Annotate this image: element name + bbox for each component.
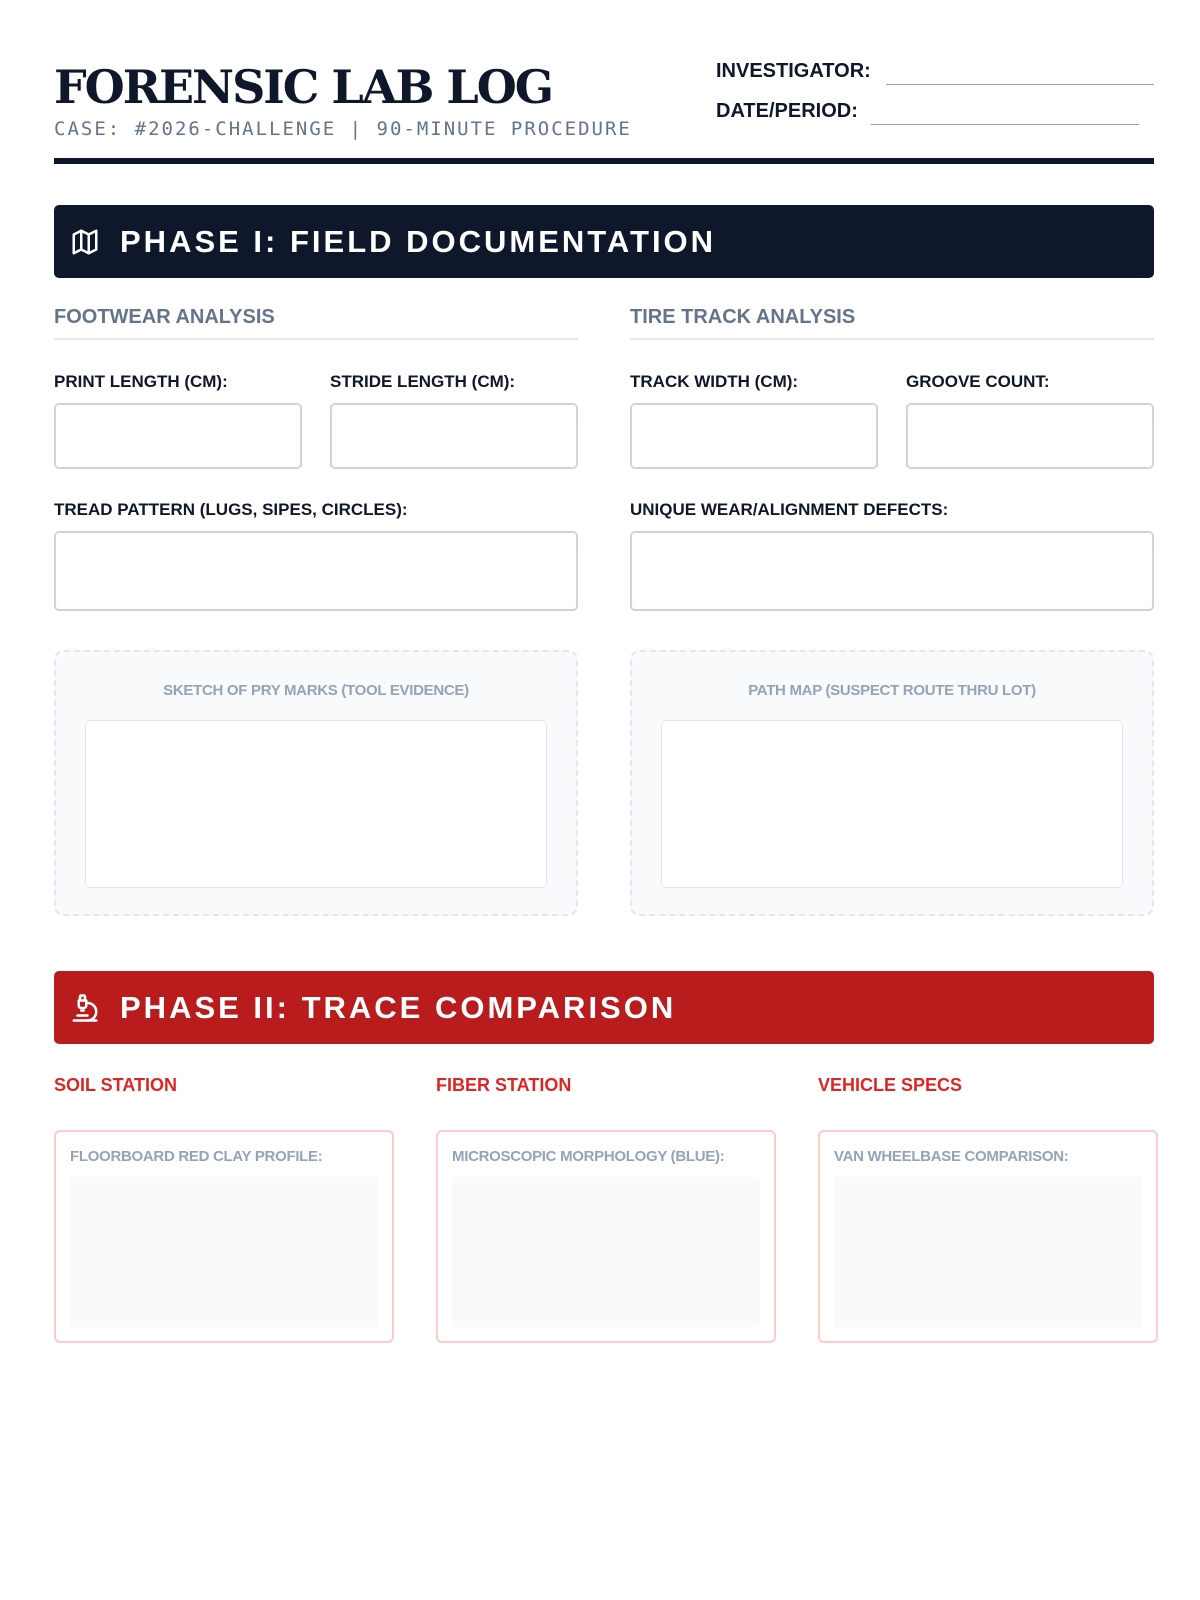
soil-station-area[interactable] xyxy=(70,1177,378,1327)
soil-station-heading: SOIL STATION xyxy=(54,1075,178,1095)
vehicle-specs-heading: VEHICLE SPECS xyxy=(818,1075,963,1095)
date-field[interactable] xyxy=(871,124,1139,125)
track-width-input[interactable] xyxy=(630,403,878,469)
pry-marks-sketch-area[interactable] xyxy=(85,720,547,888)
fiber-station-heading: FIBER STATION xyxy=(436,1075,572,1095)
tread-pattern-input[interactable] xyxy=(54,531,578,611)
tire-heading: TIRE TRACK ANALYSIS xyxy=(630,300,1154,340)
phase1-banner xyxy=(54,205,1154,278)
print-length-input[interactable] xyxy=(54,403,302,469)
header xyxy=(54,58,1154,164)
soil-station-box xyxy=(54,1130,394,1343)
date-label: DATE/PERIOD: xyxy=(716,100,858,122)
investigator-field[interactable] xyxy=(886,84,1154,85)
vehicle-specs-area[interactable] xyxy=(834,1177,1142,1327)
stride-length-label: STRIDE LENGTH (CM): xyxy=(330,372,516,391)
vehicle-specs-label: VAN WHEELBASE COMPARISON: xyxy=(834,1148,1069,1165)
fiber-station-box xyxy=(436,1130,776,1343)
groove-count-input[interactable] xyxy=(906,403,1154,469)
path-map-title: PATH MAP (SUSPECT ROUTE THRU LOT) xyxy=(748,682,1036,699)
header-divider xyxy=(54,158,1154,164)
pry-marks-sketch-panel xyxy=(54,650,578,916)
fiber-station-label: MICROSCOPIC MORPHOLOGY (BLUE): xyxy=(452,1148,725,1165)
case-subtitle: CASE: #2026-CHALLENGE | 90-MINUTE PROCEDURE xyxy=(54,118,632,140)
phase1-title: PHASE I: FIELD DOCUMENTATION xyxy=(120,223,717,259)
fiber-station-area[interactable] xyxy=(452,1177,760,1327)
path-map-panel xyxy=(630,650,1154,916)
date-row xyxy=(716,98,1139,128)
groove-count-label: GROOVE COUNT: xyxy=(906,372,1050,391)
defects-input[interactable] xyxy=(630,531,1154,611)
page-title: FORENSIC LAB LOG xyxy=(54,60,553,114)
defects-label: UNIQUE WEAR/ALIGNMENT DEFECTS: xyxy=(630,500,949,519)
path-map-area[interactable] xyxy=(661,720,1123,888)
print-length-label: PRINT LENGTH (CM): xyxy=(54,372,228,391)
soil-station-label: FLOORBOARD RED CLAY PROFILE: xyxy=(70,1148,323,1165)
microscope-icon xyxy=(68,991,102,1025)
stride-length-input[interactable] xyxy=(330,403,578,469)
investigator-row xyxy=(716,58,1154,88)
vehicle-specs-box xyxy=(818,1130,1158,1343)
tread-pattern-label: TREAD PATTERN (LUGS, SIPES, CIRCLES): xyxy=(54,500,408,519)
track-width-label: TRACK WIDTH (CM): xyxy=(630,372,799,391)
investigator-label: INVESTIGATOR: xyxy=(716,60,871,82)
phase2-banner xyxy=(54,971,1154,1044)
pry-marks-sketch-title: SKETCH OF PRY MARKS (TOOL EVIDENCE) xyxy=(163,682,469,699)
footwear-heading: FOOTWEAR ANALYSIS xyxy=(54,300,578,340)
map-icon xyxy=(68,225,102,259)
phase2-title: PHASE II: TRACE COMPARISON xyxy=(120,989,677,1025)
